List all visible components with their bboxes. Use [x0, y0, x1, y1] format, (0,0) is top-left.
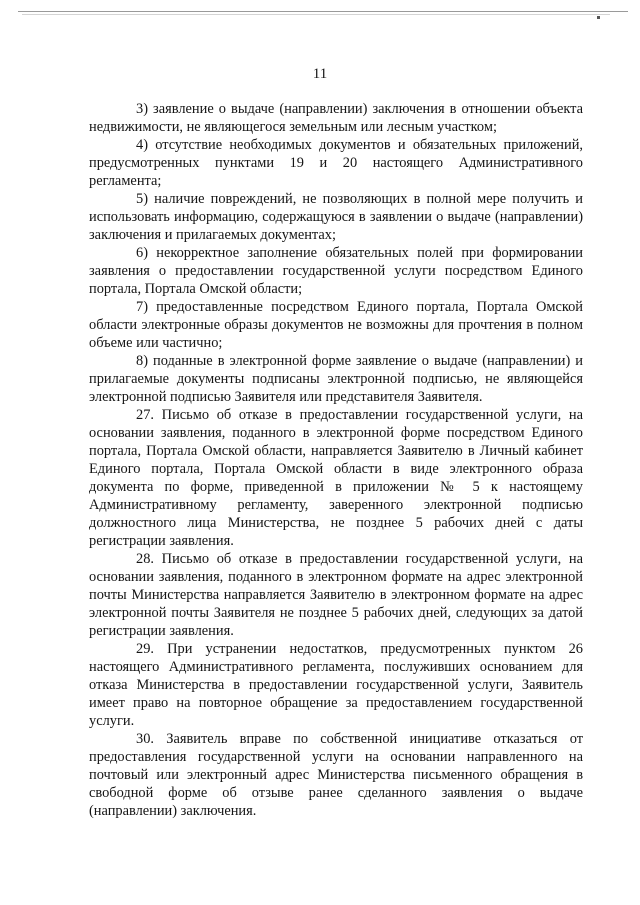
scan-speck	[597, 16, 600, 19]
clause-28: 28. Письмо об отказе в предоставлении государственной услуги, на основании заявления, поданного в электронном формате на адрес электронной почты Министерства направляется Заявителю в электронном формате на адрес электронной почты Заявителя не позднее 5 рабочих дней, следующих за датой регистрации заявления.	[89, 551, 583, 639]
list-item-4: 4) отсутствие необходимых документов и обязательных приложений, предусмотренных пунктами 19 и 20 настоящего Административного регламента;	[89, 137, 583, 189]
scan-top-edge-line	[18, 11, 628, 12]
clause-29: 29. При устранении недостатков, предусмотренных пунктом 26 настоящего Административного регламента, послуживших основанием для отказа Министерства в предоставлении государственной услуги, Заявитель имеет право на повторное обращение за предоставлением государственной услуги.	[89, 641, 583, 729]
page-number: 11	[312, 66, 328, 82]
list-item-8: 8) поданные в электронной форме заявление о выдаче (направлении) и прилагаемые документы подписаны электронной подписью, не являющейся электронной подписью Заявителя или представителя Заявителя.	[89, 353, 583, 405]
list-item-7: 7) предоставленные посредством Единого портала, Портала Омской области электронные образы документов не возможны для прочтения в полном объеме или частично;	[89, 299, 583, 351]
list-item-3: 3) заявление о выдаче (направлении) заключения в отношении объекта недвижимости, не являющегося земельным или лесным участком;	[89, 101, 583, 135]
list-item-6: 6) некорректное заполнение обязательных полей при формировании заявления о предоставлении государственной услуги посредством Единого портала, Портала Омской области;	[89, 245, 583, 297]
clause-30: 30. Заявитель вправе по собственной инициативе отказаться от предоставления государственной услуги на основании направленного на почтовый или электронный адрес Министерства письменного обращения в свободной форме об отзыве ранее сделанного заявления о выдаче (направлении) заключения.	[89, 731, 583, 819]
list-item-5: 5) наличие повреждений, не позволяющих в полной мере получить и использовать информацию, содержащуюся в заявлении о выдаче (направлении) заключения и прилагаемых документах;	[89, 191, 583, 243]
clause-27: 27. Письмо об отказе в предоставлении государственной услуги, на основании заявления, поданного в электронной форме посредством Единого портала, Портала Омской области, направляется Заявителю в Личный кабинет Единого портала, Портала Омской области в виде электронного образа документа по форме, приведенной в приложении № 5 к настоящему Административному регламенту, заверенного электронной подписью должностного лица Министерства, не позднее 5 рабочих дней с даты регистрации заявления.	[89, 407, 583, 549]
document-body	[89, 100, 583, 820]
scan-top-edge-shadow	[22, 14, 610, 15]
